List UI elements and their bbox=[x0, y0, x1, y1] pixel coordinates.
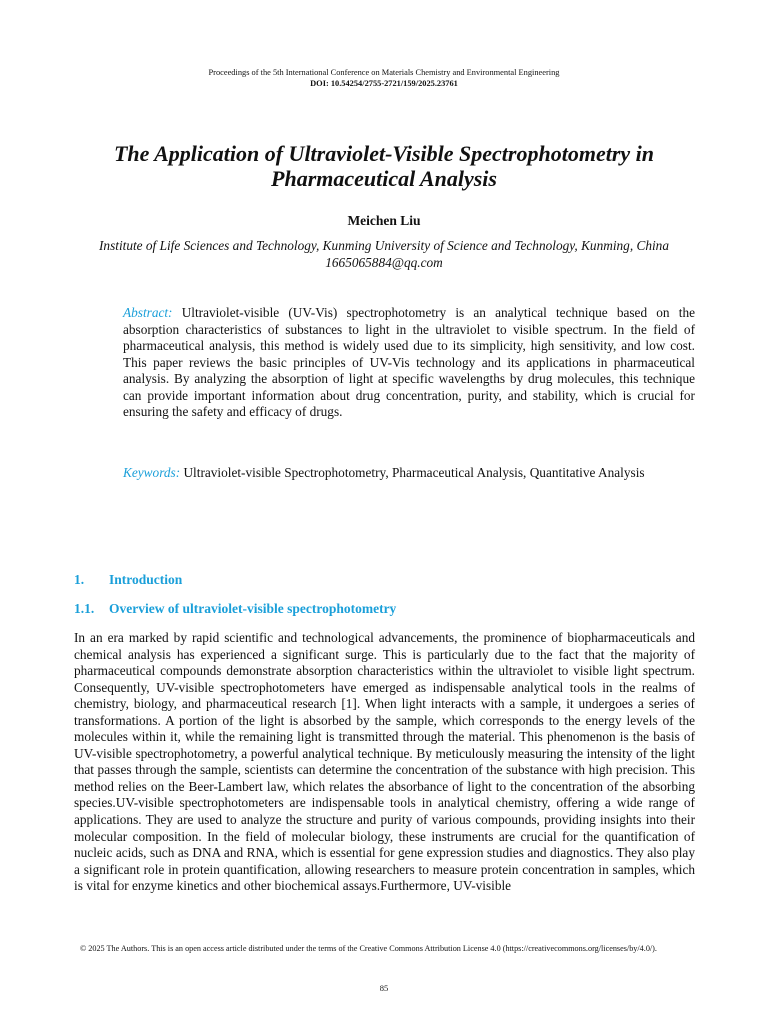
affiliation-block bbox=[60, 237, 708, 271]
author-email: 1665065884@qq.com bbox=[325, 255, 443, 270]
body-paragraph: In an era marked by rapid scientific and technological advancements, the prominence of biopharmaceuticals and chemical analysis has experienced a significant surge. This is particularly due to the fact that the majority of pharmaceutical compounds demonstrate absorption characteristics within the ultraviolet to visible light spectrum. Consequently, UV-visible spectrophotometers have emerged as indispensable analytical tools in the realms of chemistry, biology, and pharmaceutical research [1]. When light interacts with a sample, it undergoes a series of transformations. A portion of the light is absorbed by the sample, which corresponds to the energy levels of the molecules within it, while the remaining light is transmitted through the material. This phenomenon is the basis of UV-visible spectrophotometry, a powerful analytical technique. By meticulously measuring the intensity of the light that passes through the sample, scientists can determine the concentration of the substance with high precision. This method relies on the Beer-Lambert law, which relates the absorbance of light to the concentration of the absorbing species.UV-visible spectrophotometers are indispensable tools in analytical chemistry, offering a wide range of applications. They are used to analyze the structure and purity of various compounds, providing insights into their molecular composition. In the field of molecular biology, these instruments are crucial for the quantification of nucleic acids, such as DNA and RNA, which is essential for gene expression studies and diagnostics. They also play a significant role in protein quantification, allowing researchers to measure protein concentration in samples, which is vital for enzyme kinetics and other biochemical assays.Furthermore, UV-visible bbox=[74, 630, 695, 894]
proceedings-line: Proceedings of the 5th International Conference on Materials Chemistry and Environmental Engineering bbox=[208, 68, 560, 77]
abstract-label: Abstract: bbox=[123, 305, 173, 320]
keywords-label: Keywords: bbox=[123, 465, 181, 480]
abstract bbox=[123, 305, 695, 421]
abstract-text: Ultraviolet-visible (UV-Vis) spectrophotometry is an analytical technique based on the absorption characteristics of substances to light in the ultraviolet to visible spectrum. In the field of pharmaceutical analysis, this method is widely used due to its simplicity, high sensitivity, and low cost. This paper reviews the basic principles of UV-Vis technology and its applications in pharmaceutical analysis. By analyzing the absorption of light at specific wavelengths by drug molecules, this technique can provide important information about drug concentration, purity, and stability, which is crucial for ensuring the safety and efficacy of drugs. bbox=[123, 305, 696, 419]
affiliation-institution: Institute of Life Sciences and Technology, Kunming University of Science and Technology, Kunming, China bbox=[99, 238, 669, 253]
section-number: 1.1. bbox=[74, 601, 95, 616]
author-name: Meichen Liu bbox=[347, 213, 421, 228]
keywords-text: Ultraviolet-visible Spectrophotometry, Pharmaceutical Analysis, Quantitative Analysis bbox=[183, 465, 645, 480]
running-header bbox=[0, 67, 768, 89]
license-footnote: © 2025 The Authors. This is an open access article distributed under the terms of the Creative Commons Attribution License 4.0 (https://creativecommons.org/licenses/by/4.0/). bbox=[80, 944, 657, 953]
page-number: 85 bbox=[379, 983, 389, 993]
keywords bbox=[123, 465, 695, 482]
section-title: Introduction bbox=[109, 572, 183, 587]
subsection-heading-overview bbox=[74, 601, 396, 617]
section-heading-introduction bbox=[74, 572, 182, 588]
paper-title: The Application of Ultraviolet-Visible Spectrophotometry in Pharmaceutical Analysis bbox=[113, 141, 654, 191]
section-number: 1. bbox=[74, 572, 85, 587]
section-title: Overview of ultraviolet-visible spectrophotometry bbox=[109, 601, 397, 616]
doi-line: DOI: 10.54254/2755-2721/159/2025.23761 bbox=[310, 79, 458, 88]
